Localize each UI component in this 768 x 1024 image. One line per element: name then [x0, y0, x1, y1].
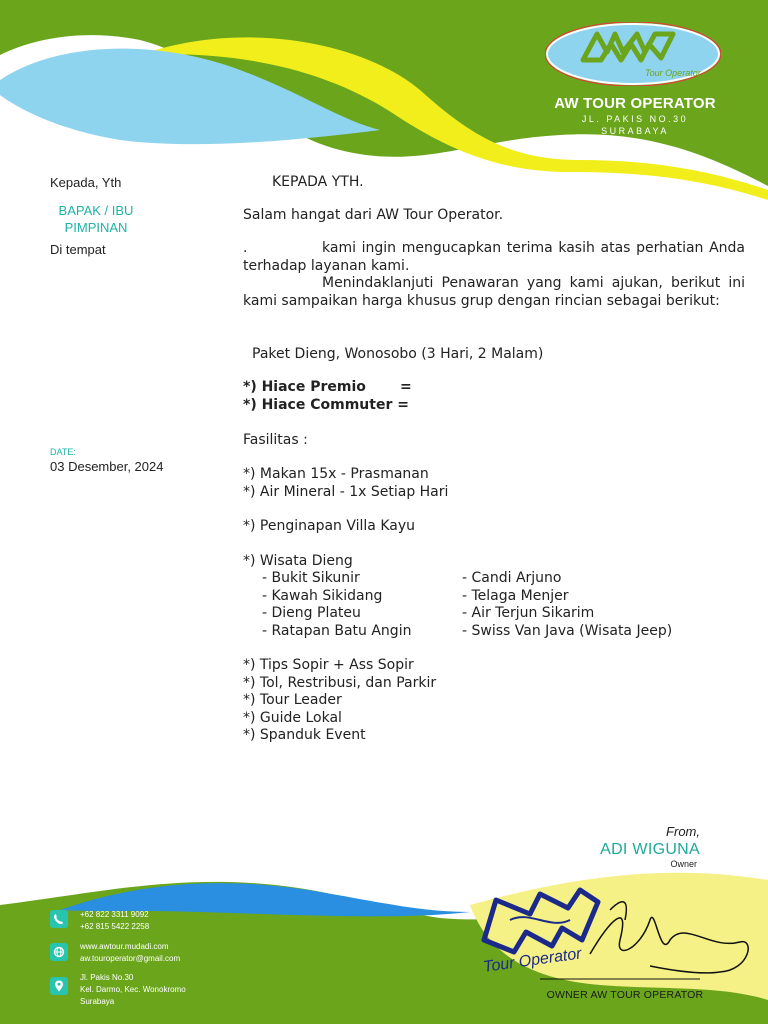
extra-item: *) Tol, Restribusi, dan Parkir — [243, 675, 437, 691]
phone-number: +62 815 5422 2258 — [80, 922, 150, 931]
company-address-line1: JL. PAKIS NO.30 — [581, 114, 689, 124]
company-name: AW TOUR OPERATOR — [554, 95, 716, 112]
paragraph1: kami ingin mengucapkan terima kasih atas perhatian Anda terhadap layanan kami. — [243, 240, 745, 274]
extra-item: *) Spanduk Event — [243, 727, 366, 743]
vehicle-name: Hiace Commuter — [261, 397, 393, 413]
company-address-line2: SURABAYA — [601, 126, 669, 136]
location-pin-icon — [50, 977, 68, 995]
facilities-label: Fasilitas : — [243, 432, 308, 448]
phone-number: +62 822 3311 9092 — [80, 910, 149, 919]
tour-item: - Swiss Van Java (Wisata Jeep) — [462, 623, 673, 639]
email: aw.touroperator@gmail.com — [80, 954, 181, 963]
vehicle-prefix: *) — [243, 379, 262, 395]
vehicle-prefix: *) — [243, 397, 262, 413]
vehicle-equals: = — [397, 397, 409, 413]
recipient-label: Kepada, Yth — [50, 175, 122, 190]
stamp-text: Tour Operator — [482, 945, 583, 976]
tour-item: - Telaga Menjer — [462, 588, 569, 604]
recipient-title-line1: BAPAK / IBU — [58, 203, 134, 218]
tour-item: - Ratapan Batu Angin — [262, 623, 412, 639]
extra-item: *) Guide Lokal — [243, 710, 342, 726]
owner-label: OWNER AW TOUR OPERATOR — [546, 989, 704, 1001]
salutation: KEPADA YTH. — [272, 174, 364, 190]
company-logo — [545, 22, 721, 86]
tour-label: *) Wisata Dieng — [243, 553, 353, 569]
signer-name: ADI WIGUNA — [600, 841, 700, 858]
paragraph2: Menindaklanjuti Penawaran yang kami ajukan, berikut ini kami sampaikan harga khusus grup dengan rincian sebagai berikut: — [243, 275, 745, 309]
vehicle-row — [243, 397, 409, 415]
logo-text: Tour Operator — [645, 68, 701, 78]
recipient-title-line2: PIMPINAN — [64, 220, 128, 235]
extra-item: *) Tour Leader — [243, 692, 342, 708]
from-label: From, — [666, 824, 700, 839]
tour-item: - Air Terjun Sikarim — [462, 605, 595, 621]
signature-stamp — [470, 880, 760, 990]
phone-icon — [50, 910, 68, 928]
tour-item: - Candi Arjuno — [462, 570, 562, 586]
facility-item: *) Air Mineral - 1x Setiap Hari — [243, 484, 449, 500]
address-line: Kel. Darmo, Kec. Wonokromo — [80, 985, 186, 994]
date-label: DATE: — [50, 447, 76, 457]
date-value: 03 Desember, 2024 — [50, 459, 164, 474]
tour-item: - Kawah Sikidang — [262, 588, 383, 604]
globe-icon — [50, 943, 68, 961]
facility-item: *) Makan 15x - Prasmanan — [243, 466, 429, 482]
vehicle-row — [243, 379, 366, 397]
vehicle-equals: = — [400, 379, 412, 395]
recipient-place: Di tempat — [50, 242, 106, 257]
tour-item: - Dieng Plateu — [262, 605, 361, 621]
tour-item: - Bukit Sikunir — [262, 570, 360, 586]
greeting: Salam hangat dari AW Tour Operator. — [243, 207, 504, 223]
address-line: Surabaya — [80, 997, 115, 1006]
package-title: Paket Dieng, Wonosobo (3 Hari, 2 Malam) — [252, 346, 544, 362]
extra-item: *) Tips Sopir + Ass Sopir — [243, 657, 414, 673]
facility-item: *) Penginapan Villa Kayu — [243, 518, 415, 534]
vehicle-name: Hiace Premio — [261, 379, 366, 395]
address-line: Jl. Pakis No.30 — [80, 973, 134, 982]
website: www.awtour.mudadi.com — [80, 942, 169, 951]
signer-role: Owner — [670, 859, 697, 869]
paragraph1-dot: . — [243, 240, 248, 256]
